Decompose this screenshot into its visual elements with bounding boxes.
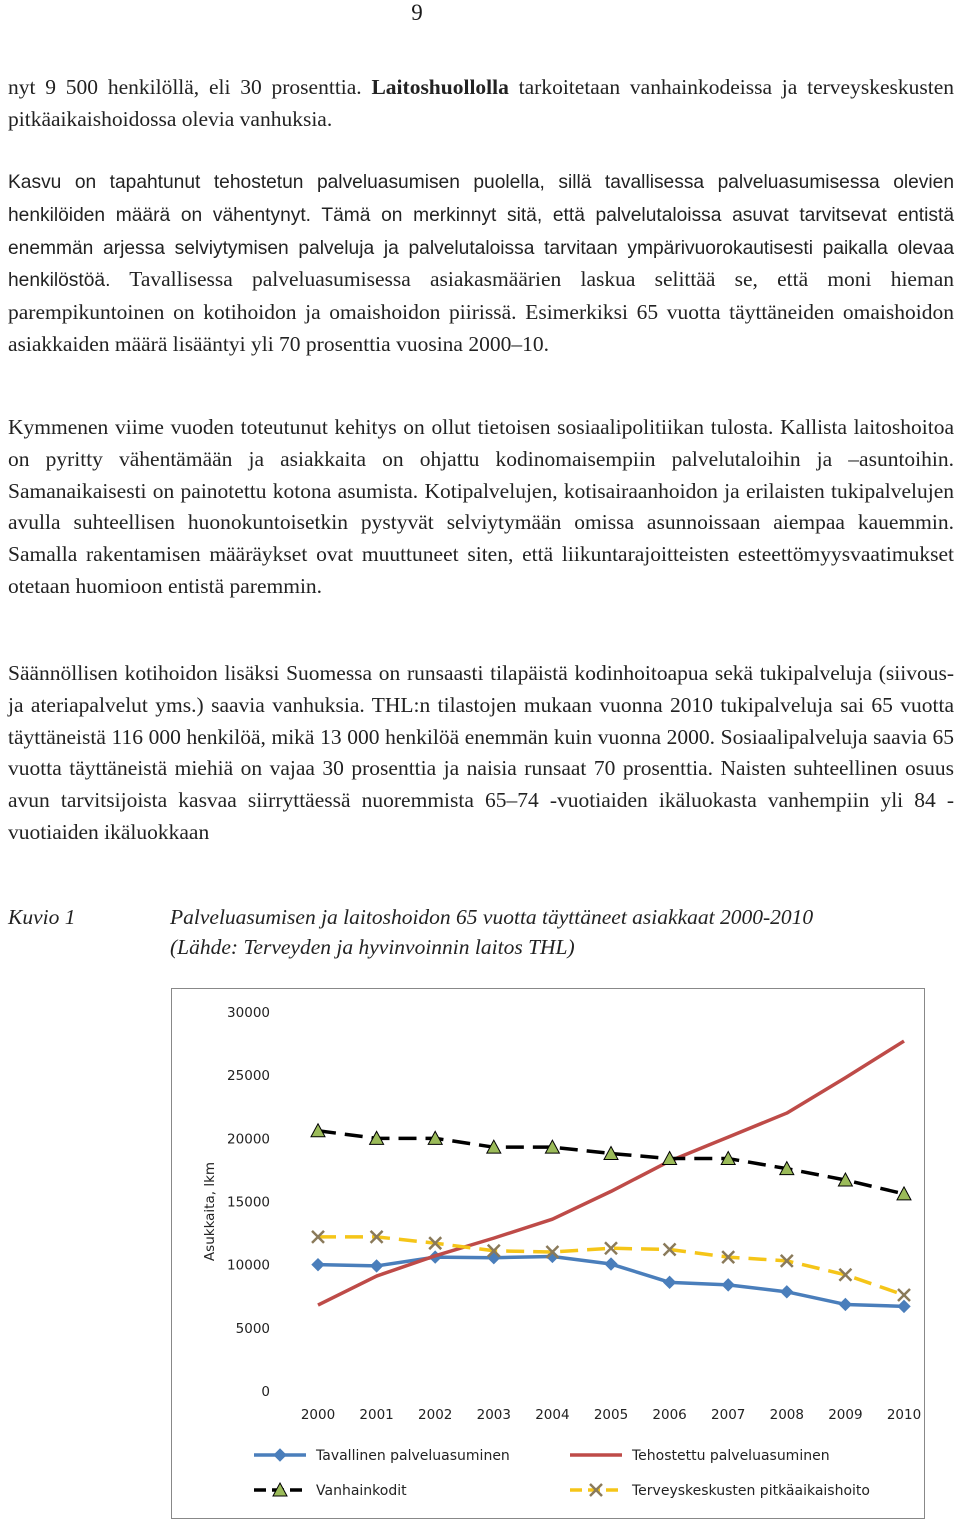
x-tick-label: 2006: [652, 1407, 687, 1423]
x-tick-label: 2008: [769, 1407, 804, 1423]
legend-label-3: Vanhainkodit: [316, 1483, 407, 1499]
y-tick-label: 30000: [227, 1005, 270, 1021]
y-axis-title: Asukkaita, lkm: [202, 1161, 218, 1262]
data-point: [605, 1258, 617, 1270]
page-number: 9: [411, 0, 423, 25]
figure-caption: [170, 902, 960, 962]
figure-title: Palveluasumisen ja laitoshoidon 65 vuotta täyttäneet asiakkaat 2000-2010: [170, 905, 814, 929]
legend-label-2: Tehostettu palveluasuminen: [632, 1448, 830, 1464]
paragraph-2-rest: Tavallisessa palveluasumisessa asiakasmäärien laskua selittää se, että moni hieman parempikuntoinen on kotihoidon ja omaishoidon piirissä. Esimerkiksi 65 vuotta täyttäneiden omaishoidon asiakkaiden määrä lisääntyi yli 70 prosenttia vuosina 2000–10.: [8, 267, 954, 356]
legend-marker: [274, 1449, 286, 1461]
data-point: [781, 1286, 793, 1298]
y-tick-label: 20000: [227, 1131, 270, 1148]
paragraph-4: Säännöllisen kotihoidon lisäksi Suomessa on runsaasti tilapäistä kodinhoitoapua sekä tukipalveluja (siivous- ja ateriapalvelut yms.) saavia vanhuksia. THL:n tilastojen mukaan vuonna 2010 tukipalveluja sai 65 vuotta täyttäneistä 116 000 henkilöä, mikä 13 000 henkilöä enemmän kuin vuonna 2000. Sosiaalipalveluja saavia 65 vuotta täyttäneistä miehiä on vajaa 30 prosenttia ja naisia runsaat 70 prosenttia. Naisten suhteellinen osuus avun tarvitsijoista kasvaa siirryttäessä nuoremmista 65–74 -vuotiaiden ikäluokasta vanhempiin yli 84 -vuotiaiden ikäluokkaan: [8, 661, 954, 844]
y-tick-label: 25000: [227, 1068, 270, 1085]
x-tick-label: 2000: [300, 1407, 336, 1423]
paragraph-2-sans: Tämä on merkinnyt sitä, että palvelutaloissa asuvat tarvitsevat entistä enemmän arjessa selviytymisen palveluja ja palvelutaloissa tarvitaan ympärivuorokautisesti paikalla olevaa henkilöstöä.: [8, 204, 954, 292]
figure-source: (Lähde: Terveyden ja hyvinvoinnin laitos THL): [170, 935, 575, 959]
x-tick-label: 2002: [418, 1407, 453, 1423]
data-point: [371, 1260, 383, 1272]
data-point: [664, 1276, 676, 1288]
x-tick-label: 2010: [886, 1407, 922, 1423]
series-line-3: [318, 1131, 904, 1194]
y-tick-label: 5000: [235, 1320, 270, 1337]
paragraph-1-prefix: nyt 9 500 henkilöllä, eli 30 prosenttia.: [8, 75, 372, 99]
x-tick-label: 2007: [711, 1407, 746, 1423]
paragraph-1-suffix: tarkoitetaan vanhainkodeissa ja terveyskeskusten pitkäaikaishoidossa olevia vanhuksia.: [8, 75, 954, 131]
paragraph-1: [8, 72, 954, 136]
x-tick-label: 2001: [359, 1407, 394, 1423]
data-point: [898, 1300, 910, 1312]
legend-label-1: Tavallinen palveluasuminen: [316, 1448, 510, 1464]
data-point: [897, 1187, 911, 1200]
paragraph-1-term: Laitoshuollolla: [371, 75, 509, 99]
legend-label-4: Terveyskeskusten pitkäaikaishoito: [632, 1483, 870, 1499]
figure-label: Kuvio 1: [8, 905, 76, 929]
x-tick-label: 2005: [593, 1407, 629, 1423]
x-tick-label: 2003: [476, 1407, 511, 1423]
chart-frame: [171, 988, 925, 1519]
data-point: [898, 1289, 910, 1301]
data-point: [722, 1279, 734, 1291]
x-tick-label: 2009: [828, 1407, 863, 1423]
x-tick-label: 2004: [535, 1407, 570, 1423]
paragraph-3: Kymmenen viime vuoden toteutunut kehitys on ollut tietoisen sosiaalipolitiikan tulosta. Kallista laitoshoitoa on pyritty vähentämään ja asiakkaita on ohjattu kodinomaisempiin palvelutaloihin ja –asuntoihin. Samanaikaisesti on painotettu kotona asumista. Kotipalvelujen, kotisairaanhoidon ja erilaisten tukipalvelujen avulla suhteellisen huonokuntoisetkin pystyvät selviytymään omissa asunnoissaan aiempaa kauemmin. Samalla rakentamisen määräykset ovat muuttuneet siten, että liikuntarajoitteisten esteettömyysvaatimukset otetaan huomioon entistä paremmin.: [8, 415, 954, 598]
line-chart: [172, 989, 924, 1518]
y-tick-label: 0: [261, 1384, 270, 1400]
paragraph-2: [8, 166, 954, 361]
y-tick-label: 15000: [227, 1194, 270, 1211]
data-point: [312, 1259, 324, 1271]
paragraph-2-lead: Kasvu on tapahtunut tehostetun palveluasumisen puolella, sillä tavallisessa palveluasumisessa olevien henkilöiden määrä on vähentynyt.: [8, 172, 954, 226]
data-point: [839, 1298, 851, 1310]
y-tick-label: 10000: [227, 1257, 270, 1274]
